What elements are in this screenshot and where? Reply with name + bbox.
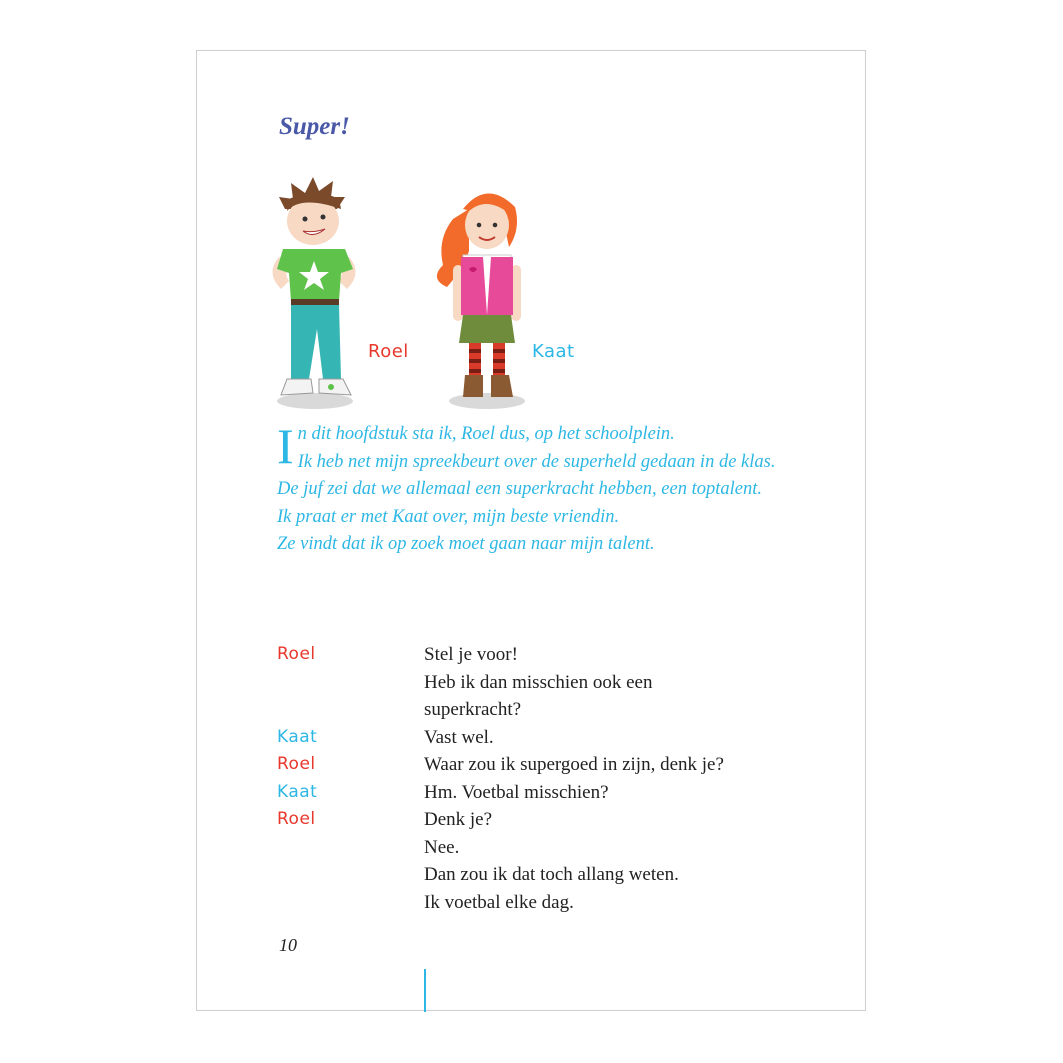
dialog-turn: [277, 751, 817, 779]
chapter-title: Super!: [279, 113, 350, 140]
intro-paragraph: Ze vindt dat ik op zoek moet gaan naar mijn talent.: [277, 534, 655, 554]
dialog: [277, 641, 817, 916]
speaker-label: Roel: [277, 644, 316, 664]
intro-paragraph: De juf zei dat we allemaal een superkracht hebben, een toptalent.: [277, 479, 762, 499]
book-page: [196, 50, 866, 1011]
kaat-label: Kaat: [532, 341, 575, 362]
kaat-figure: [437, 193, 525, 409]
dialog-lines: [424, 641, 652, 724]
dialog-line: Denk je?: [424, 809, 493, 830]
characters-illustration: [257, 169, 617, 419]
dialog-line: superkracht?: [424, 699, 522, 720]
roel-figure: [272, 177, 355, 409]
gutter-marker: [424, 969, 426, 1012]
dialog-lines: [424, 806, 679, 916]
dialog-line: Waar zou ik supergoed in zijn, denk je?: [424, 754, 724, 775]
dialog-line: Heb ik dan misschien ook een: [424, 671, 653, 693]
intro-paragraph: Ik praat er met Kaat over, mijn beste vriendin.: [277, 506, 620, 527]
dialog-turn: [277, 806, 817, 916]
dialog-lines: [424, 779, 609, 807]
dialog-line: Ik voetbal elke dag.: [424, 891, 574, 913]
drop-cap: I: [277, 418, 294, 474]
dialog-line: Dan zou ik dat toch allang weten.: [424, 864, 679, 885]
speaker-label: Kaat: [277, 781, 318, 802]
intro-text: [277, 418, 797, 559]
dialog-line: Vast wel.: [424, 726, 494, 748]
speaker-label: Roel: [277, 809, 316, 829]
dialog-turn: [277, 779, 817, 807]
dialog-lines: [424, 724, 494, 752]
dialog-lines: [424, 751, 724, 779]
dialog-line: Hm. Voetbal misschien?: [424, 781, 609, 803]
intro-paragraph: n dit hoofdstuk sta ik, Roel dus, op het schoolplein.: [297, 424, 675, 444]
dialog-line: Nee.: [424, 836, 460, 858]
speaker-label: Roel: [277, 754, 316, 774]
speaker-label: Kaat: [277, 726, 318, 747]
dialog-line: Stel je voor!: [424, 644, 518, 665]
page-number: 10: [279, 935, 297, 955]
intro-paragraph: Ik heb net mijn spreekbeurt over de superheld gedaan in de klas.: [297, 451, 776, 472]
dialog-turn: [277, 641, 817, 724]
dialog-turn: [277, 724, 817, 752]
roel-label: Roel: [368, 341, 409, 362]
